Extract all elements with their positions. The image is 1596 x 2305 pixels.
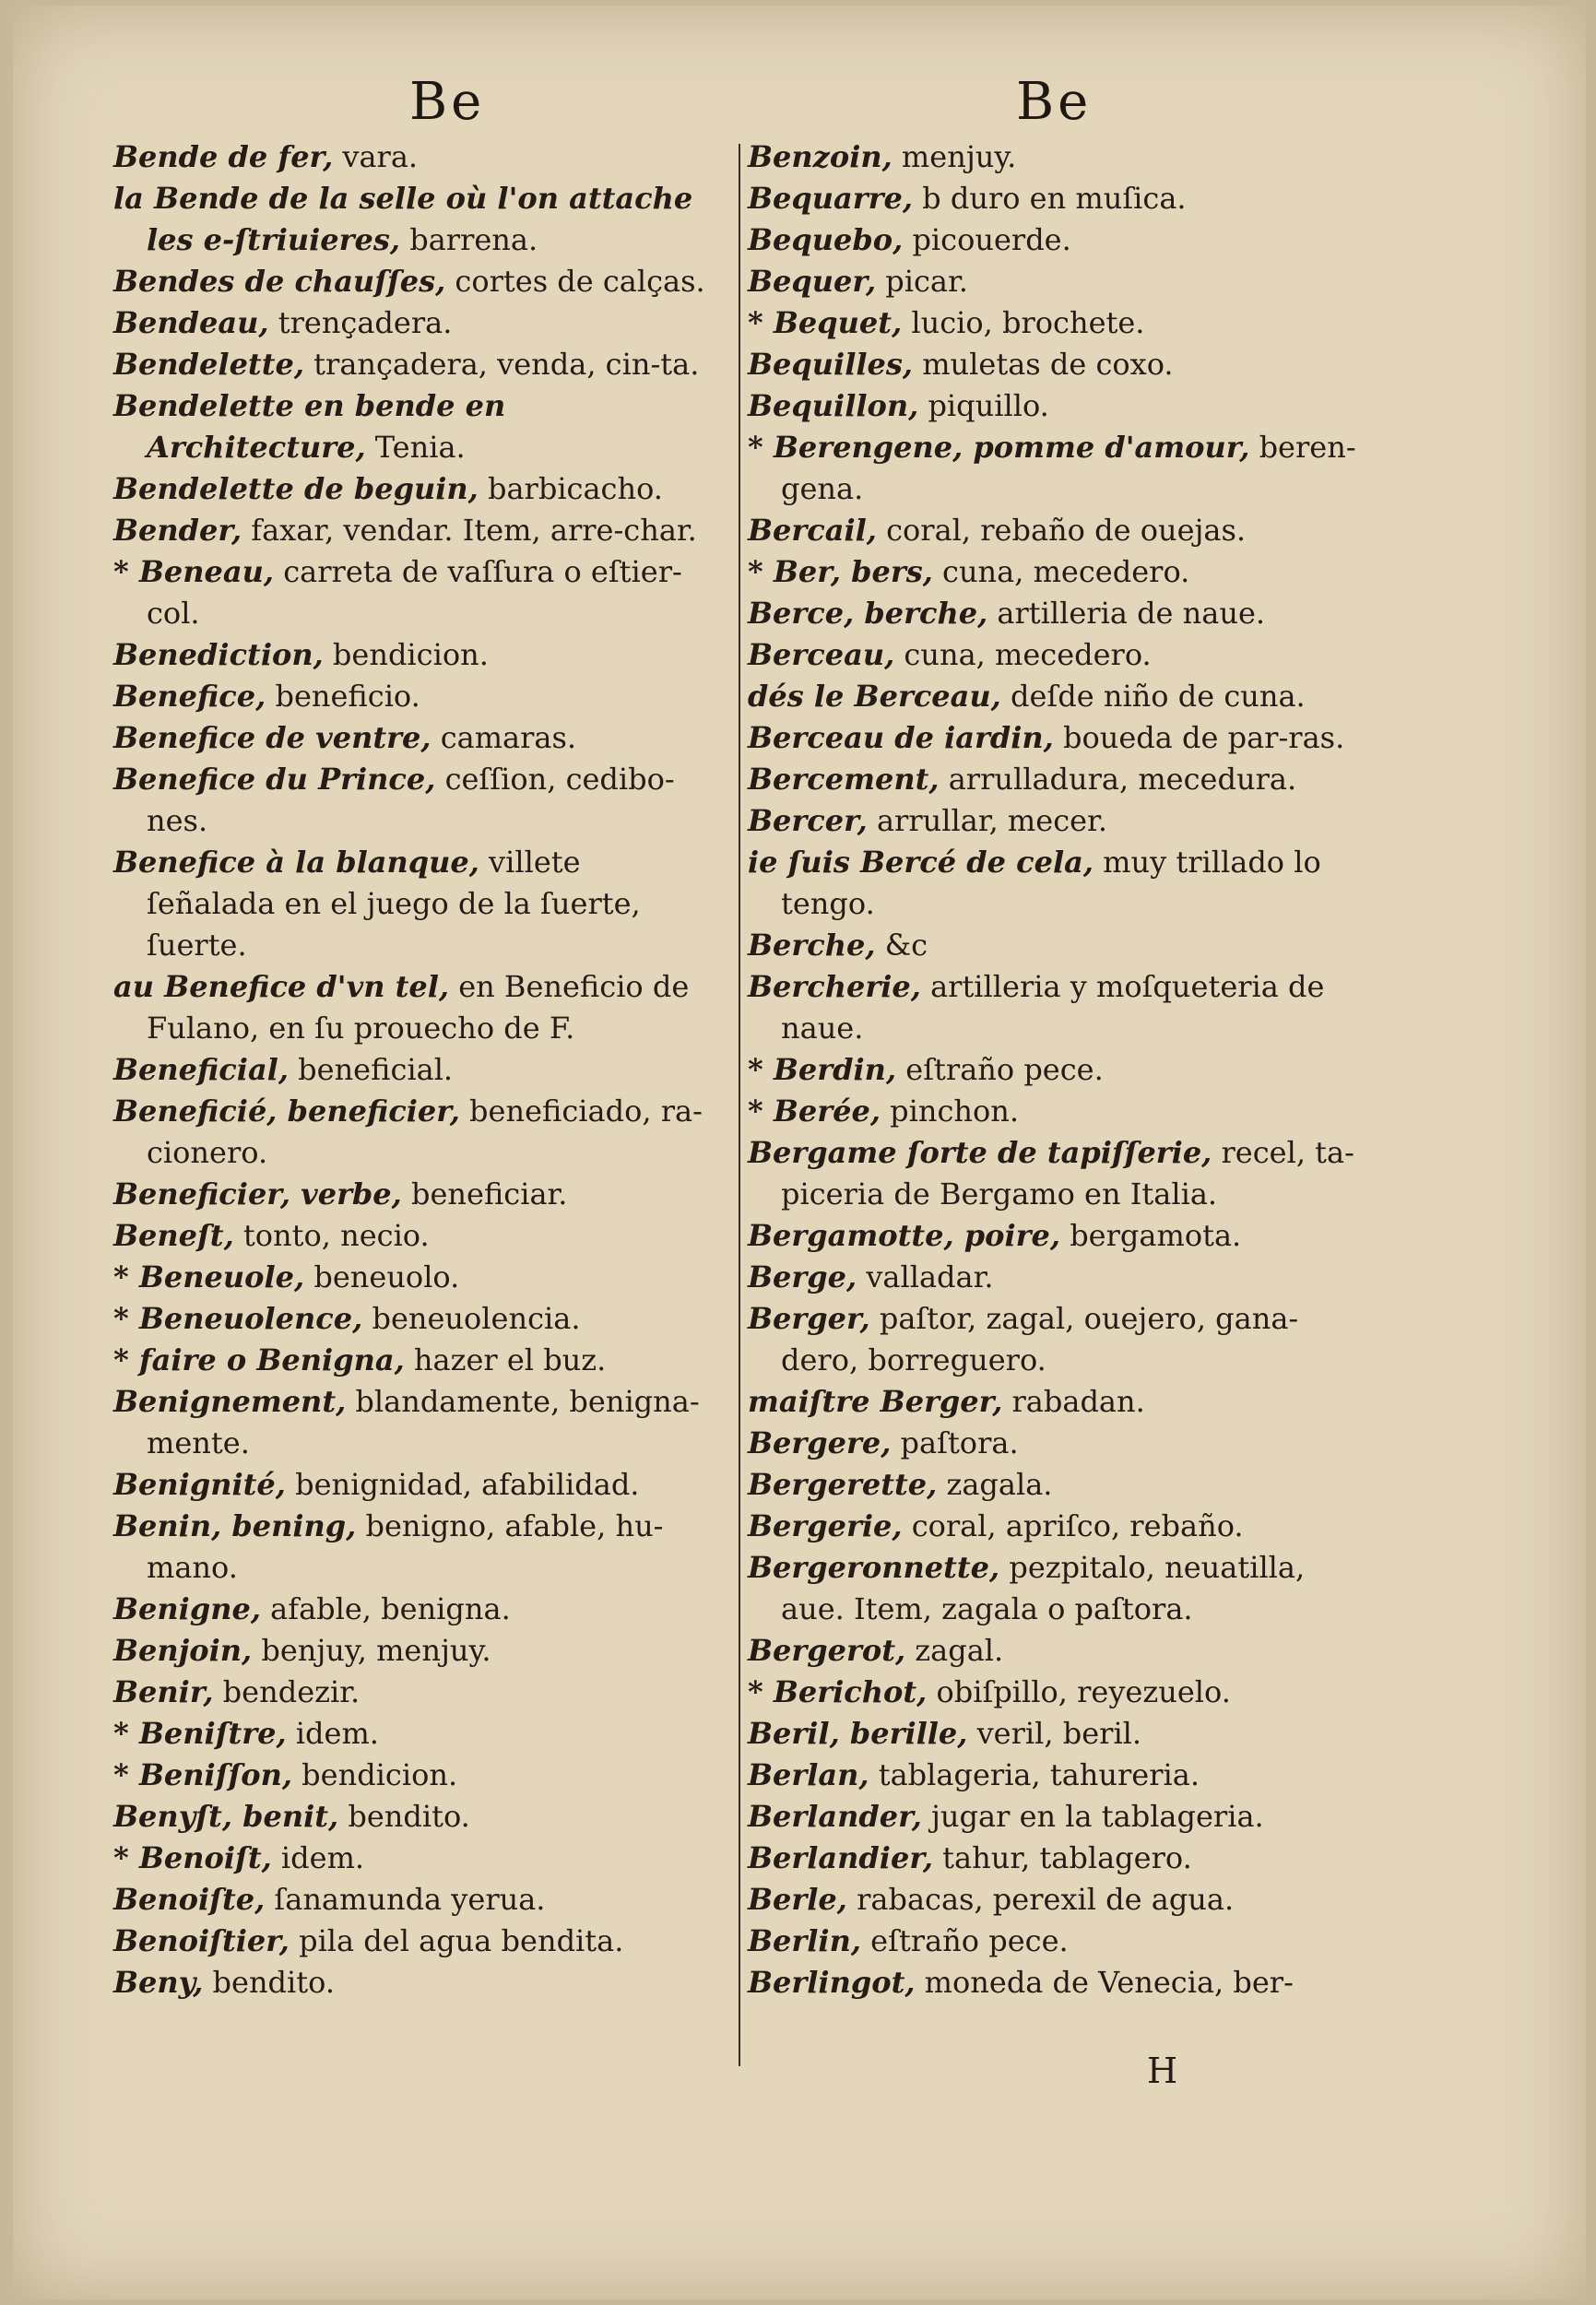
headword: * Beniſtre, xyxy=(113,1716,287,1751)
headword: ie ſuis Bercé de cela, xyxy=(748,845,1094,880)
headword: Benediction, xyxy=(113,637,324,672)
definition: veril, beril. xyxy=(967,1716,1142,1751)
definition: zagala. xyxy=(937,1467,1053,1502)
headword: Beneficié, beneficier, xyxy=(113,1093,460,1129)
headword: Beneficier, verbe, xyxy=(113,1176,402,1212)
definition: Tenia. xyxy=(365,430,466,465)
dictionary-entry xyxy=(748,344,1356,385)
headword: * Beniſſon, xyxy=(113,1757,292,1792)
definition: menjuy. xyxy=(892,139,1017,174)
definition: vara. xyxy=(333,139,419,174)
definition: blandamente, benigna-mente. xyxy=(147,1384,700,1460)
dictionary-entry xyxy=(113,1464,718,1506)
definition: valladar. xyxy=(857,1259,994,1294)
dictionary-entry xyxy=(748,634,1356,676)
definition: en Beneficio de Fulano, en ſu prouecho de F. xyxy=(147,969,690,1046)
dictionary-entry xyxy=(113,842,718,966)
definition: bendezir. xyxy=(213,1674,361,1709)
headword: au Benefice d'vn tel, xyxy=(113,969,450,1004)
definition: lucio, brochete. xyxy=(902,305,1145,340)
headword: Benoiſte, xyxy=(113,1882,266,1917)
headword: Benefice de ventre, xyxy=(113,720,432,755)
dictionary-entry xyxy=(748,302,1356,344)
dictionary-entry xyxy=(113,261,718,302)
headword: dés le Berceau, xyxy=(748,679,1001,714)
right-running-head: Be xyxy=(1016,72,1093,132)
definition: bendito. xyxy=(338,1799,470,1834)
dictionary-entry xyxy=(748,966,1356,1049)
dictionary-entry xyxy=(748,1381,1356,1423)
dictionary-entry xyxy=(748,1049,1356,1091)
definition: ſanamunda yerua. xyxy=(265,1882,546,1917)
dictionary-entry xyxy=(113,1049,718,1091)
definition: faxar, vendar. Item, arre-char. xyxy=(242,513,697,548)
dictionary-entry xyxy=(113,1215,718,1257)
definition: recel, ta-piceria de Bergamo en Italia. xyxy=(781,1135,1354,1212)
dictionary-entry xyxy=(748,717,1356,759)
dictionary-entry xyxy=(748,1464,1356,1506)
headword: Berlander, xyxy=(748,1799,922,1834)
headword: Bergerette, xyxy=(748,1467,938,1502)
dictionary-entry xyxy=(113,1672,718,1713)
definition: obiſpillo, reyezuelo. xyxy=(927,1674,1231,1709)
definition: benignidad, afabilidad. xyxy=(285,1467,640,1502)
dictionary-entry xyxy=(113,1838,718,1879)
headword: * Berichot, xyxy=(748,1674,928,1709)
headword: Bergerot, xyxy=(748,1633,906,1668)
headword: Bender, xyxy=(113,513,242,548)
definition: camaras. xyxy=(431,720,577,755)
definition: artilleria de naue. xyxy=(987,596,1266,631)
definition: afable, benigna. xyxy=(260,1591,511,1626)
dictionary-entry xyxy=(113,1589,718,1630)
dictionary-entry xyxy=(113,634,718,676)
dictionary-entry xyxy=(113,759,718,842)
dictionary-entry xyxy=(113,1713,718,1755)
definition: cortes de calças. xyxy=(445,264,705,299)
definition: tonto, necio. xyxy=(233,1218,430,1253)
definition: bendicion. xyxy=(323,637,489,672)
headword: Benefice du Prince, xyxy=(113,762,436,797)
headword: Berceau de iardin, xyxy=(748,720,1054,755)
dictionary-entry xyxy=(748,1506,1356,1547)
definition: muletas de coxo. xyxy=(913,347,1174,382)
dictionary-entry xyxy=(113,676,718,717)
headword: * Bequet, xyxy=(748,305,903,340)
headword: Berlin, xyxy=(748,1923,861,1958)
book-page xyxy=(13,6,1586,2299)
definition: beneficial. xyxy=(288,1052,454,1087)
headword: Berger, xyxy=(748,1301,870,1336)
definition: &c xyxy=(875,928,928,963)
dictionary-entry xyxy=(748,551,1356,593)
headword: Benigne, xyxy=(113,1591,261,1626)
definition: ceſſion, cedibo-nes. xyxy=(147,762,675,838)
headword: Beneficial, xyxy=(113,1052,289,1087)
headword: Bergere, xyxy=(748,1425,892,1460)
definition: barrena. xyxy=(400,222,538,257)
headword: * Beneau, xyxy=(113,554,275,589)
headword: * Berengene, pomme d'amour, xyxy=(748,430,1250,465)
definition: trençadera. xyxy=(268,305,453,340)
dictionary-entry xyxy=(748,800,1356,842)
left-running-head: Be xyxy=(409,72,486,132)
headword: Berlandier, xyxy=(748,1840,933,1875)
dictionary-entry xyxy=(748,136,1356,178)
headword: Bendes de chauſſes, xyxy=(113,264,446,299)
dictionary-entry xyxy=(113,302,718,344)
dictionary-entry xyxy=(748,1132,1356,1215)
headword: Berge, xyxy=(748,1259,857,1294)
definition: pinchon. xyxy=(881,1093,1020,1129)
dictionary-entry xyxy=(748,1298,1356,1381)
dictionary-entry xyxy=(113,1174,718,1215)
dictionary-entry xyxy=(113,344,718,385)
dictionary-entry xyxy=(113,1630,718,1672)
dictionary-entry xyxy=(748,1091,1356,1132)
dictionary-entry xyxy=(113,1340,718,1381)
headword: * Benoiſt, xyxy=(113,1840,272,1875)
dictionary-entry xyxy=(113,1796,718,1838)
headword: Benignement, xyxy=(113,1384,347,1419)
headword: Bergeronnette, xyxy=(748,1550,1000,1585)
definition: villete ſeñalada en el juego de la ſuerte, ſuerte. xyxy=(147,845,641,963)
definition: boueda de par-ras. xyxy=(1053,720,1345,755)
dictionary-entry xyxy=(748,1547,1356,1630)
dictionary-entry xyxy=(748,1879,1356,1921)
dictionary-entry xyxy=(113,1962,718,2004)
headword: Benzoin, xyxy=(748,139,893,174)
headword: * Beneuolence, xyxy=(113,1301,363,1336)
definition: paſtor, zagal, ouejero, gana-dero, borreguero. xyxy=(781,1301,1299,1377)
dictionary-entry xyxy=(113,1091,718,1174)
headword: Bequillon, xyxy=(748,388,919,423)
headword: Bergame ſorte de tapiſſerie, xyxy=(748,1135,1212,1170)
definition: bendicion. xyxy=(291,1757,458,1792)
dictionary-entry xyxy=(748,219,1356,261)
left-entries xyxy=(113,136,718,2004)
headword: Bende de fer, xyxy=(113,139,334,174)
definition: arrulladura, mecedura. xyxy=(939,762,1297,797)
dictionary-entry xyxy=(748,1257,1356,1298)
dictionary-entry xyxy=(748,1215,1356,1257)
headword: Bendeau, xyxy=(113,305,269,340)
definition: deſde niño de cuna. xyxy=(1000,679,1306,714)
definition: rabadan. xyxy=(1002,1384,1145,1419)
headword: Berlingot, xyxy=(748,1965,916,2000)
definition: picouerde. xyxy=(903,222,1071,257)
headword: Bercherie, xyxy=(748,969,921,1004)
definition: paſtora. xyxy=(891,1425,1019,1460)
dictionary-entry xyxy=(113,1298,718,1340)
headword: Beril, berille, xyxy=(748,1716,968,1751)
column-divider xyxy=(739,144,740,2066)
right-entries xyxy=(748,136,1356,2004)
definition: idem. xyxy=(286,1716,379,1751)
headword: Bercail, xyxy=(748,513,877,548)
headword: * Ber, bers, xyxy=(748,554,933,589)
dictionary-entry xyxy=(748,1796,1356,1838)
dictionary-entry xyxy=(113,1506,718,1589)
dictionary-entry xyxy=(113,1381,718,1464)
dictionary-entry xyxy=(113,1755,718,1796)
headword: Bequilles, xyxy=(748,347,914,382)
dictionary-entry xyxy=(748,593,1356,634)
definition: beneuolencia. xyxy=(362,1301,581,1336)
dictionary-entry xyxy=(113,1921,718,1962)
headword: Benignité, xyxy=(113,1467,286,1502)
headword: la Bende de la selle où l'on attache les e-ſtriuieres, xyxy=(113,181,693,257)
dictionary-entry xyxy=(748,925,1356,966)
dictionary-entry xyxy=(748,842,1356,925)
headword: Bequebo, xyxy=(748,222,904,257)
headword: Beneſt, xyxy=(113,1218,234,1253)
dictionary-entry xyxy=(748,759,1356,800)
headword: * Beneuole, xyxy=(113,1259,305,1294)
dictionary-entry xyxy=(748,1630,1356,1672)
headword: maiſtre Berger, xyxy=(748,1384,1003,1419)
headword: Benefice, xyxy=(113,679,266,714)
dictionary-entry xyxy=(113,385,718,468)
dictionary-entry xyxy=(748,1962,1356,2004)
headword: Bequer, xyxy=(748,264,877,299)
definition: barbicacho. xyxy=(478,471,663,506)
definition: idem. xyxy=(271,1840,365,1875)
definition: artilleria y moſqueteria de naue. xyxy=(781,969,1325,1046)
headword: Berceau, xyxy=(748,637,895,672)
dictionary-entry xyxy=(113,468,718,510)
headword: Berce, berche, xyxy=(748,596,988,631)
definition: benigno, afable, hu-mano. xyxy=(147,1508,664,1585)
dictionary-entry xyxy=(113,551,718,634)
headword: Berlan, xyxy=(748,1757,869,1792)
definition: cuna, mecedero. xyxy=(894,637,1152,672)
dictionary-entry xyxy=(748,261,1356,302)
dictionary-entry xyxy=(748,1755,1356,1796)
dictionary-entry xyxy=(748,510,1356,551)
dictionary-entry xyxy=(748,427,1356,510)
definition: rabacas, perexil de agua. xyxy=(846,1882,1235,1917)
definition: beneficiar. xyxy=(401,1176,568,1212)
definition: benjuy, menjuy. xyxy=(252,1633,491,1668)
definition: beneuolo. xyxy=(304,1259,460,1294)
definition: jugar en la tablageria. xyxy=(921,1799,1264,1834)
dictionary-entry xyxy=(748,178,1356,219)
dictionary-entry xyxy=(748,1713,1356,1755)
dictionary-entry xyxy=(113,1257,718,1298)
dictionary-entry xyxy=(748,676,1356,717)
definition: beneficiado, ra-cionero. xyxy=(147,1093,703,1170)
headword: Bercement, xyxy=(748,762,940,797)
definition: coral, apriſco, rebaño. xyxy=(902,1508,1244,1543)
headword: Bequarre, xyxy=(748,181,913,216)
definition: cuna, mecedero. xyxy=(932,554,1190,589)
definition: beneficio. xyxy=(266,679,420,714)
definition: carreta de vaſſura o eſtier-col. xyxy=(147,554,682,631)
dictionary-entry xyxy=(113,717,718,759)
definition: pezpitalo, neuatilla, aue. Item, zagala o paſtora. xyxy=(781,1550,1306,1626)
headword: Bendelette en bende en Architecture, xyxy=(113,388,506,465)
definition: eſtraño pece. xyxy=(860,1923,1069,1958)
headword: Benjoin, xyxy=(113,1633,253,1668)
dictionary-entry xyxy=(113,178,718,261)
headword: * Berée, xyxy=(748,1093,881,1129)
definition: arrullar, mecer. xyxy=(867,803,1107,838)
definition: coral, rebaño de ouejas. xyxy=(876,513,1247,548)
definition: muy trillado lo tengo. xyxy=(781,845,1321,921)
headword: Berle, xyxy=(748,1882,847,1917)
definition: hazer el buz. xyxy=(404,1342,607,1377)
headword: Bergerie, xyxy=(748,1508,903,1543)
dictionary-entry xyxy=(113,136,718,178)
definition: tahur, tablagero. xyxy=(932,1840,1192,1875)
definition: beren-gena. xyxy=(781,430,1356,506)
dictionary-entry xyxy=(748,385,1356,427)
dictionary-entry xyxy=(113,510,718,551)
signature-mark: H xyxy=(1147,2051,1178,2091)
dictionary-entry xyxy=(748,1423,1356,1464)
headword: * Berdin, xyxy=(748,1052,897,1087)
dictionary-entry xyxy=(113,1879,718,1921)
definition: pila del agua bendita. xyxy=(289,1923,624,1958)
definition: bergamota. xyxy=(1060,1218,1242,1253)
definition: moneda de Venecia, ber- xyxy=(915,1965,1294,2000)
definition: b duro en muſica. xyxy=(913,181,1187,216)
definition: zagal. xyxy=(905,1633,1004,1668)
headword: Benoiſtier, xyxy=(113,1923,290,1958)
headword: Bergamotte, poire, xyxy=(748,1218,1061,1253)
dictionary-entry xyxy=(748,1921,1356,1962)
headword: Bercer, xyxy=(748,803,868,838)
definition: tablageria, tahureria. xyxy=(869,1757,1200,1792)
dictionary-entry xyxy=(113,966,718,1049)
definition: trançadera, venda, cin-ta. xyxy=(303,347,700,382)
dictionary-entry xyxy=(748,1838,1356,1879)
definition: bendito. xyxy=(203,1965,335,2000)
headword: Beny, xyxy=(113,1965,204,2000)
dictionary-entry xyxy=(748,1672,1356,1713)
headword: Benin, bening, xyxy=(113,1508,357,1543)
definition: picar. xyxy=(876,264,968,299)
headword: Benyſt, benit, xyxy=(113,1799,339,1834)
headword: Bendelette de beguin, xyxy=(113,471,479,506)
headword: * faire o Benigna, xyxy=(113,1342,405,1377)
headword: Benefice à la blanque, xyxy=(113,845,479,880)
headword: Berche, xyxy=(748,928,876,963)
definition: piquillo. xyxy=(918,388,1049,423)
definition: eſtraño pece. xyxy=(896,1052,1104,1087)
headword: Bendelette, xyxy=(113,347,304,382)
headword: Benir, xyxy=(113,1674,214,1709)
